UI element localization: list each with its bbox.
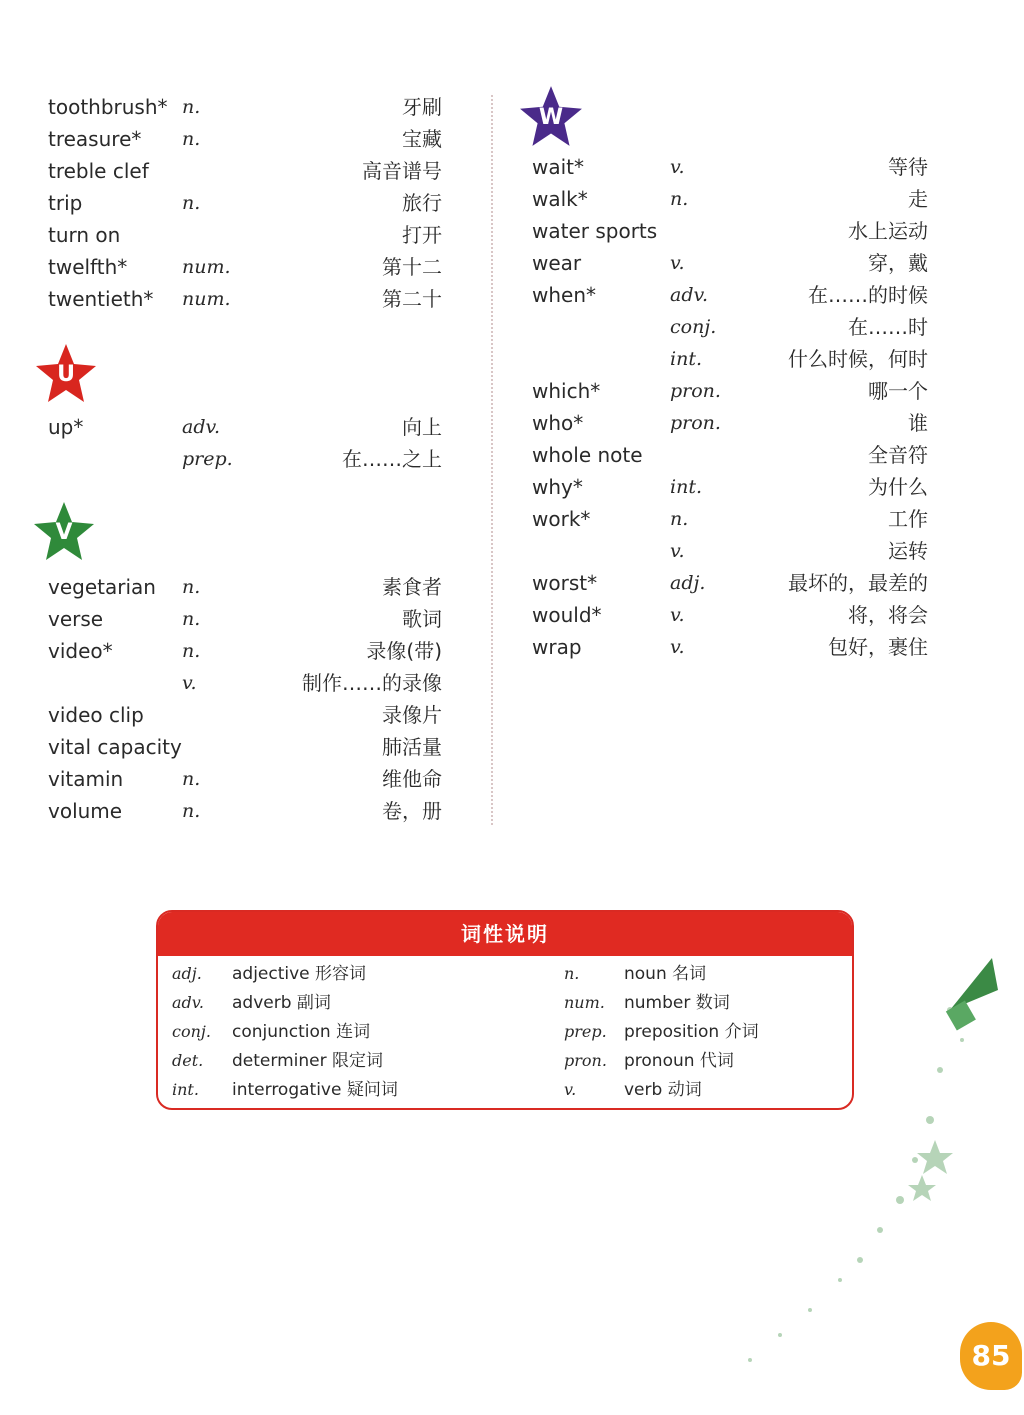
entry-word: vegetarian (48, 575, 156, 599)
entry-word: vital capacity (48, 735, 182, 759)
legend-full-name: adjective 形容词 (232, 964, 367, 984)
legend-full-name: adverb 副词 (232, 993, 331, 1013)
u-star-letter: U (57, 361, 75, 387)
dictionary-entry (48, 668, 442, 698)
entry-part-of-speech: n. (670, 188, 689, 210)
entry-part-of-speech: adv. (182, 416, 221, 438)
entry-part-of-speech: num. (182, 256, 231, 278)
entry-word: treble clef (48, 159, 149, 183)
dictionary-entry (532, 248, 928, 278)
w-star-icon (518, 84, 584, 150)
legend-full-name: verb 动词 (624, 1080, 702, 1100)
u-star-icon (34, 342, 98, 406)
entry-chinese: 高音谱号 (362, 159, 442, 183)
entry-chinese: 最坏的，最差的 (788, 571, 928, 595)
dictionary-entry (48, 92, 442, 122)
entry-part-of-speech: int. (670, 476, 702, 498)
entry-word: verse (48, 607, 104, 631)
entry-chinese: 什么时候，何时 (788, 347, 928, 371)
dictionary-entry (48, 220, 442, 250)
dictionary-entry (48, 444, 442, 474)
legend-abbreviation: n. (564, 964, 580, 983)
entry-chinese: 向上 (402, 415, 442, 439)
entry-chinese: 卷，册 (382, 799, 442, 823)
entry-word: who* (532, 411, 584, 435)
entry-chinese: 为什么 (868, 475, 928, 499)
entry-part-of-speech: pron. (670, 380, 721, 402)
dictionary-entry (532, 216, 928, 246)
legend-item (172, 989, 472, 1017)
entry-word: wear (532, 251, 582, 275)
dictionary-entry (48, 156, 442, 186)
dictionary-entry (532, 440, 928, 470)
entry-chinese: 在……时 (848, 315, 928, 339)
v-star-icon (32, 500, 96, 564)
dictionary-entry (48, 636, 442, 666)
entry-word: walk* (532, 187, 588, 211)
dictionary-entry (48, 412, 442, 442)
entry-part-of-speech: pron. (670, 412, 721, 434)
entry-chinese: 第二十 (382, 287, 442, 311)
entry-chinese: 肺活量 (382, 735, 442, 759)
legend-abbreviation: num. (564, 993, 605, 1012)
entry-chinese: 谁 (908, 411, 928, 435)
entry-chinese: 制作……的录像 (302, 671, 442, 695)
entry-part-of-speech: adv. (670, 284, 709, 306)
party-horn-icon (946, 958, 998, 1031)
dictionary-entry (48, 572, 442, 602)
legend-title: 词性说明 (158, 912, 852, 956)
legend-abbreviation: det. (172, 1051, 204, 1070)
entry-part-of-speech: n. (182, 608, 201, 630)
dictionary-entry (48, 604, 442, 634)
entry-part-of-speech: n. (182, 640, 201, 662)
dictionary-entry (532, 152, 928, 182)
entry-chinese: 运转 (888, 539, 928, 563)
legend-abbreviation: adj. (172, 964, 202, 983)
entry-part-of-speech: v. (670, 604, 685, 626)
entry-chinese: 在……的时候 (808, 283, 928, 307)
entry-word: wrap (532, 635, 582, 659)
dictionary-entry (532, 280, 928, 310)
legend-abbreviation: conj. (172, 1022, 211, 1041)
entry-part-of-speech: v. (182, 672, 197, 694)
dictionary-entry (532, 408, 928, 438)
entry-part-of-speech: n. (182, 768, 201, 790)
dictionary-entry (532, 344, 928, 374)
entry-chinese: 素食者 (382, 575, 442, 599)
entry-part-of-speech: adj. (670, 572, 706, 594)
v-star-letter: V (55, 519, 73, 545)
column-divider (491, 95, 493, 825)
dictionary-entry (48, 700, 442, 730)
entry-word: wait* (532, 155, 585, 179)
entry-word: which* (532, 379, 601, 403)
dictionary-entry (48, 188, 442, 218)
entry-chinese: 包好，裹住 (828, 635, 928, 659)
legend-abbreviation: pron. (564, 1051, 607, 1070)
entry-part-of-speech: n. (182, 192, 201, 214)
legend-abbreviation: prep. (564, 1022, 607, 1041)
dictionary-entry (532, 600, 928, 630)
entry-word: up* (48, 415, 84, 439)
entry-word: would* (532, 603, 602, 627)
legend-full-name: conjunction 连词 (232, 1022, 371, 1042)
legend-full-name: determiner 限定词 (232, 1051, 383, 1071)
entry-word: video* (48, 639, 113, 663)
legend-abbreviation: int. (172, 1080, 199, 1099)
entry-word: turn on (48, 223, 121, 247)
entry-chinese: 录像(带) (366, 639, 442, 663)
entry-chinese: 等待 (888, 155, 928, 179)
entry-word: whole note (532, 443, 643, 467)
legend-full-name: preposition 介词 (624, 1022, 759, 1042)
entry-part-of-speech: num. (182, 288, 231, 310)
entry-word: toothbrush* (48, 95, 168, 119)
entry-word: twentieth* (48, 287, 154, 311)
entry-part-of-speech: v. (670, 636, 685, 658)
entry-chinese: 在……之上 (342, 447, 442, 471)
entry-chinese: 走 (908, 187, 928, 211)
dictionary-entry (532, 536, 928, 566)
entry-part-of-speech: int. (670, 348, 702, 370)
legend-item (172, 1076, 472, 1104)
legend-full-name: interrogative 疑问词 (232, 1080, 398, 1100)
entry-part-of-speech: v. (670, 252, 685, 274)
entry-part-of-speech: n. (182, 96, 201, 118)
entry-chinese: 将，将会 (848, 603, 928, 627)
dictionary-entry (48, 252, 442, 282)
entry-chinese: 哪一个 (868, 379, 928, 403)
legend-full-name: noun 名词 (624, 964, 707, 984)
dictionary-entry (48, 732, 442, 762)
entry-part-of-speech: v. (670, 156, 685, 178)
dictionary-entry (532, 184, 928, 214)
entry-part-of-speech: prep. (182, 448, 233, 470)
dictionary-entry (532, 312, 928, 342)
dictionary-entry (532, 472, 928, 502)
dictionary-entry (532, 504, 928, 534)
entry-chinese: 水上运动 (848, 219, 928, 243)
legend-full-name: number 数词 (624, 993, 730, 1013)
entry-chinese: 穿，戴 (868, 251, 928, 275)
entry-chinese: 第十二 (382, 255, 442, 279)
entry-word: trip (48, 191, 83, 215)
dictionary-entry (532, 568, 928, 598)
legend-full-name: pronoun 代词 (624, 1051, 734, 1071)
entry-word: volume (48, 799, 123, 823)
entry-part-of-speech: conj. (670, 316, 717, 338)
page-number-badge: 85 (960, 1322, 1022, 1390)
entry-part-of-speech: v. (670, 540, 685, 562)
w-star-letter: W (538, 104, 564, 130)
entry-chinese: 全音符 (868, 443, 928, 467)
legend-abbreviation: adv. (172, 993, 205, 1012)
dictionary-entry (48, 284, 442, 314)
entry-part-of-speech: n. (670, 508, 689, 530)
entry-chinese: 维他命 (382, 767, 442, 791)
entry-word: worst* (532, 571, 598, 595)
legend-item (172, 1047, 472, 1075)
entry-chinese: 打开 (402, 223, 442, 247)
legend-item (172, 1018, 472, 1046)
entry-chinese: 工作 (888, 507, 928, 531)
entry-chinese: 录像片 (382, 703, 442, 727)
entry-word: vitamin (48, 767, 124, 791)
dictionary-entry (532, 376, 928, 406)
entry-part-of-speech: n. (182, 800, 201, 822)
entry-chinese: 歌词 (402, 607, 442, 631)
dictionary-entry (48, 796, 442, 826)
legend-abbreviation: v. (564, 1080, 577, 1099)
entry-word: why* (532, 475, 583, 499)
entry-chinese: 旅行 (402, 191, 442, 215)
entry-word: video clip (48, 703, 144, 727)
entry-word: water sports (532, 219, 658, 243)
dictionary-entry (48, 124, 442, 154)
entry-chinese: 牙刷 (402, 95, 442, 119)
entry-part-of-speech: n. (182, 576, 201, 598)
entry-word: work* (532, 507, 591, 531)
entry-word: when* (532, 283, 597, 307)
dictionary-entry (48, 764, 442, 794)
legend-item (172, 960, 472, 988)
entry-word: twelfth* (48, 255, 128, 279)
dictionary-entry (532, 632, 928, 662)
entry-chinese: 宝藏 (402, 127, 442, 151)
entry-part-of-speech: n. (182, 128, 201, 150)
entry-word: treasure* (48, 127, 142, 151)
